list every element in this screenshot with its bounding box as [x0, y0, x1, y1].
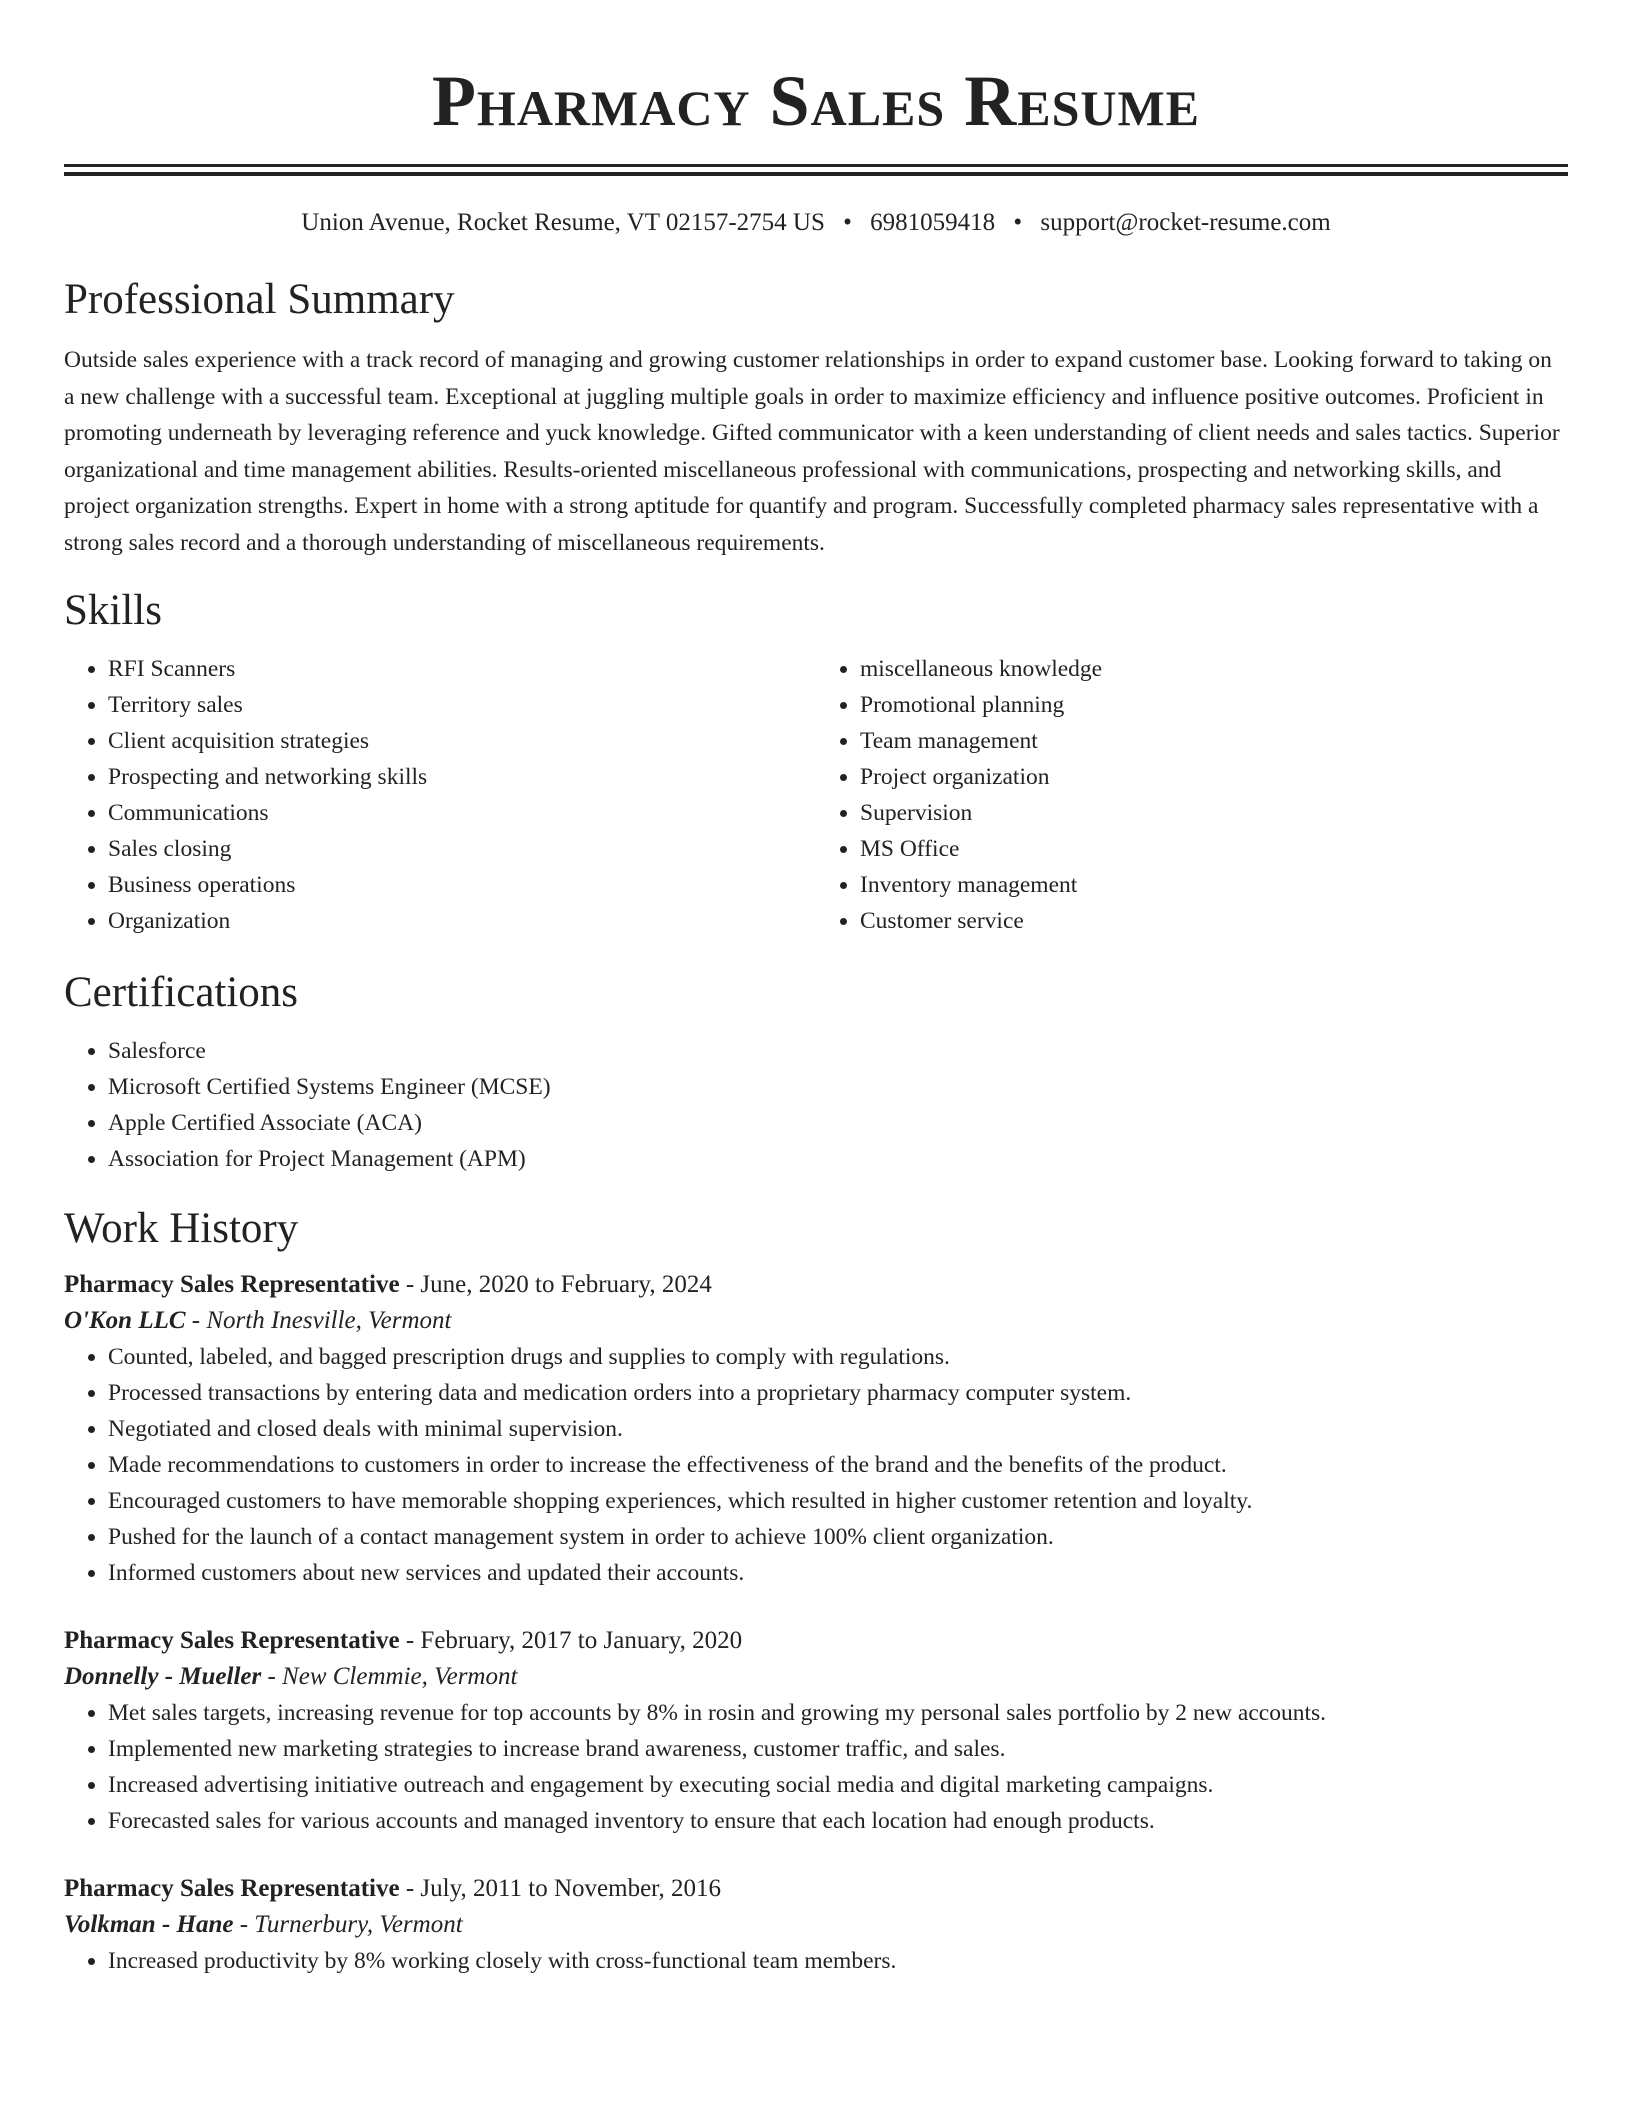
company-location: - New Clemmie, Vermont [261, 1663, 518, 1690]
job-bullets [64, 1339, 1568, 1591]
certification-item: • Salesforce [108, 1033, 1568, 1069]
job-bullet: • Forecasted sales for various accounts and managed inventory to ensure that each location had enough products. [108, 1803, 1568, 1839]
company-line [64, 1907, 1568, 1943]
skill-item: • RFI Scanners [108, 651, 816, 687]
job-bullet: • Negotiated and closed deals with minimal supervision. [108, 1411, 1568, 1447]
skill-item: • Prospecting and networking skills [108, 759, 816, 795]
certifications-heading: Certifications [64, 969, 299, 1016]
job-bullets [64, 1695, 1568, 1839]
certification-item: • Apple Certified Associate (ACA) [108, 1105, 1568, 1141]
job-entry [64, 1871, 1568, 1979]
skill-item: • Communications [108, 795, 816, 831]
job-title-line [64, 1871, 1568, 1907]
summary-text: Outside sales experience with a track record of managing and growing customer relationships in order to expand customer base. Looking forward to taking on a new challenge with a successful team. Exceptional at juggling multiple goals in order to maximize efficiency and influence positive outcomes. Proficient in promoting underneath by leveraging reference and yuck knowledge. Gifted communicator with a keen understanding of client needs and sales tactics. Superior organizational and time management abilities. Results-oriented miscellaneous professional with communications, prospecting and networking skills, and project organization strengths. Expert in home with a strong aptitude for quantify and program. Successfully completed pharmacy sales representative with a strong sales record and a thorough understanding of miscellaneous requirements. [64, 347, 1560, 556]
job-dates: - February, 2017 to January, 2020 [399, 1627, 743, 1654]
skill-item: • Organization [108, 903, 816, 939]
company-name: Donnelly - Mueller [64, 1663, 262, 1690]
skill-item: • Business operations [108, 867, 816, 903]
contact-line [64, 206, 1568, 240]
contact-address: Union Avenue, Rocket Resume, VT 02157-2754 US [301, 209, 825, 236]
company-line [64, 1659, 1568, 1695]
job-title: Pharmacy Sales Representative [64, 1271, 400, 1298]
company-name: O'Kon LLC [64, 1307, 186, 1334]
skill-item: • Territory sales [108, 687, 816, 723]
job-dates: - July, 2011 to November, 2016 [399, 1875, 722, 1902]
company-location: - Turnerbury, Vermont [233, 1911, 463, 1938]
skills-heading: Skills [64, 587, 162, 634]
skill-item: • Inventory management [860, 867, 1568, 903]
job-bullet: • Increased advertising initiative outreach and engagement by executing social media and digital marketing campaigns. [108, 1767, 1568, 1803]
job-bullet: • Increased productivity by 8% working closely with cross-functional team members. [108, 1943, 1568, 1979]
skill-item: • Sales closing [108, 831, 816, 867]
title-divider [64, 164, 1568, 176]
job-bullet: • Made recommendations to customers in order to increase the effectiveness of the brand and the benefits of the product. [108, 1447, 1568, 1483]
certification-item: • Association for Project Management (APM) [108, 1141, 1568, 1177]
company-name: Volkman - Hane [64, 1911, 234, 1938]
job-bullet: • Counted, labeled, and bagged prescription drugs and supplies to comply with regulations. [108, 1339, 1568, 1375]
job-bullet: • Processed transactions by entering data and medication orders into a proprietary pharmacy computer system. [108, 1375, 1568, 1411]
skills-grid [64, 651, 1568, 939]
job-bullet: • Implemented new marketing strategies to increase brand awareness, customer traffic, and sales. [108, 1731, 1568, 1767]
job-title-line [64, 1267, 1568, 1303]
job-title: Pharmacy Sales Representative [64, 1875, 400, 1902]
contact-separator: • [1013, 209, 1023, 236]
skill-item: • miscellaneous knowledge [860, 651, 1568, 687]
skill-item: • Team management [860, 723, 1568, 759]
skill-item: • Promotional planning [860, 687, 1568, 723]
certifications-list [64, 1033, 1568, 1177]
job-dates: - June, 2020 to February, 2024 [399, 1271, 712, 1298]
contact-email: support@rocket-resume.com [1040, 209, 1331, 236]
certification-item: • Microsoft Certified Systems Engineer (MCSE) [108, 1069, 1568, 1105]
job-title: Pharmacy Sales Representative [64, 1627, 400, 1654]
certifications-section [64, 965, 1568, 1177]
skill-item: • Project organization [860, 759, 1568, 795]
skill-item: • MS Office [860, 831, 1568, 867]
skill-item: • Supervision [860, 795, 1568, 831]
contact-separator: • [843, 209, 852, 236]
summary-section [64, 272, 1568, 561]
job-bullet: • Met sales targets, increasing revenue for top accounts by 8% in rosin and growing my personal sales portfolio by 2 new accounts. [108, 1695, 1568, 1731]
skills-list-right [816, 651, 1568, 939]
job-title-line [64, 1623, 1568, 1659]
job-bullet: • Pushed for the launch of a contact management system in order to achieve 100% client organization. [108, 1519, 1568, 1555]
skills-list-left [64, 651, 816, 939]
skill-item: • Customer service [860, 903, 1568, 939]
skills-section [64, 583, 1568, 939]
work-history-section [64, 1201, 1568, 1979]
resume-title: Pharmacy Sales Resume [431, 61, 1201, 141]
company-location: - North Inesville, Vermont [185, 1307, 452, 1334]
company-line [64, 1303, 1568, 1339]
summary-heading: Professional Summary [64, 276, 455, 323]
contact-phone: 6981059418 [870, 209, 996, 236]
job-entry [64, 1623, 1568, 1839]
job-entry [64, 1267, 1568, 1591]
skill-item: • Client acquisition strategies [108, 723, 816, 759]
job-bullet: • Encouraged customers to have memorable shopping experiences, which resulted in higher customer retention and loyalty. [108, 1483, 1568, 1519]
work-history-heading: Work History [64, 1205, 299, 1252]
job-bullets [64, 1943, 1568, 1979]
job-bullet: • Informed customers about new services and updated their accounts. [108, 1555, 1568, 1591]
